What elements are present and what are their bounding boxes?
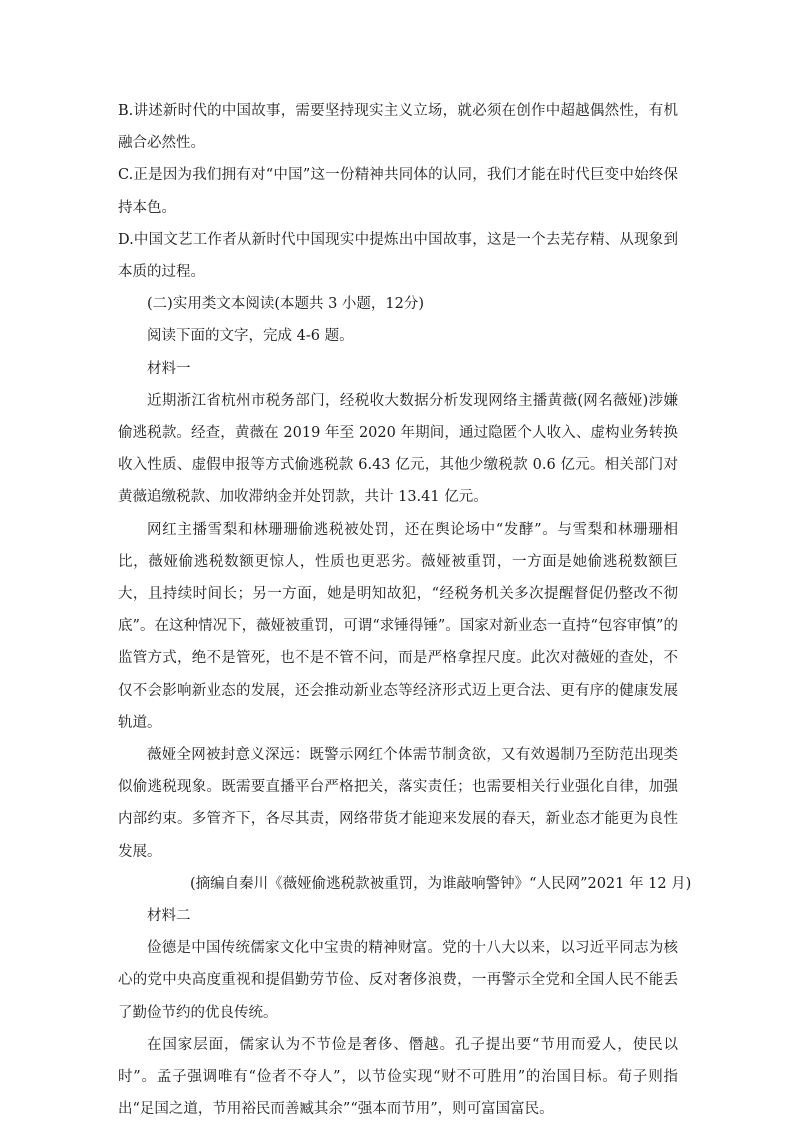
option-d: D.中国文艺工作者从新时代中国现实中提炼出中国故事，这是一个去芜存精、从现象到本质的过程。 (118, 231, 678, 281)
material1-paragraph: 网红主播雪梨和林珊珊偷逃税被处罚，还在舆论场中“发酵”。与雪梨和林珊珊相比，薇娅偷逃税数额更惊人，性质也更恶劣。薇娅被重罚，一方面是她偷逃税数额巨大，且持续时间长；另一方面，她是明知故犯，“经税务机关多次提醒督促仍整改不彻底”。在这种情况下，薇娅被重罚，可谓“求锤得锤”。国家对新业态一直持“包容审慎”的监管方式，绝不是管死，也不是不管不问，而是严格拿捏尺度。此次对薇娅的查处，不仅不会影响新业态的发展，还会推动新业态等经济形式迈上更合法、更有序的健康发展轨道。 (118, 521, 678, 731)
material1-source: (摘编自秦川《薇娅偷逃税款被重罚，为谁敲响警钟》“人民网”2021 年 12 月) (190, 875, 692, 892)
document-body (118, 95, 692, 1126)
material1-label: 材料一 (147, 360, 191, 377)
material2-paragraph: 在国家层面，儒家认为不节俭是奢侈、僭越。孔子提出要“节用而爱人，使民以时”。孟子强调唯有“俭者不夺人”，以节俭实现“财不可胜用”的治国目标。荀子则指出“足国之道，节用裕民而善臧其余”“强本而节用”，则可富国富民。 (118, 1036, 678, 1118)
section-heading: (二)实用类文本阅读(本题共 3 小题，12分) (147, 296, 425, 313)
option-b: B.讲述新时代的中国故事，需要坚持现实主义立场，就必须在创作中超越偶然性，有机融合必然性。 (118, 103, 678, 152)
section-instruction: 阅读下面的文字，完成 4-6 题。 (147, 328, 354, 345)
material1-paragraph: 近期浙江省杭州市税务部门，经税收大数据分析发现网络主播黄薇(网名薇娅)涉嫌偷逃税款。经查，黄薇在 2019 年至 2020 年期间，通过隐匿个人收入、虚构业务转换收入性质、虚假申报等方式偷逃税款 6.43 亿元，其他少缴税款 0.6 亿元。相关部门对黄薇追缴税款、加收滞纳金并处罚款，共计 13.41 亿元。 (118, 392, 678, 506)
material1-paragraph: 薇娅全网被封意义深远：既警示网红个体需节制贪欲，又有效遏制乃至防范出现类似偷逃税现象。既需要直播平台严格把关，落实责任；也需要相关行业强化自律，加强内部约束。多管齐下，各尽其责，网络带货才能迎来发展的春天，新业态才能更为良性发展。 (118, 747, 678, 860)
option-c: C.正是因为我们拥有对“中国”这一份精神共同体的认同，我们才能在时代巨变中始终保持本色。 (118, 167, 678, 216)
material2-paragraph: 俭德是中国传统儒家文化中宝贵的精神财富。党的十八大以来，以习近平同志为核心的党中央高度重视和提倡勤劳节俭、反对奢侈浪费，一再警示全党和全国人民不能丢了勤俭节约的优良传统。 (118, 940, 678, 1021)
material2-label: 材料二 (147, 908, 191, 925)
